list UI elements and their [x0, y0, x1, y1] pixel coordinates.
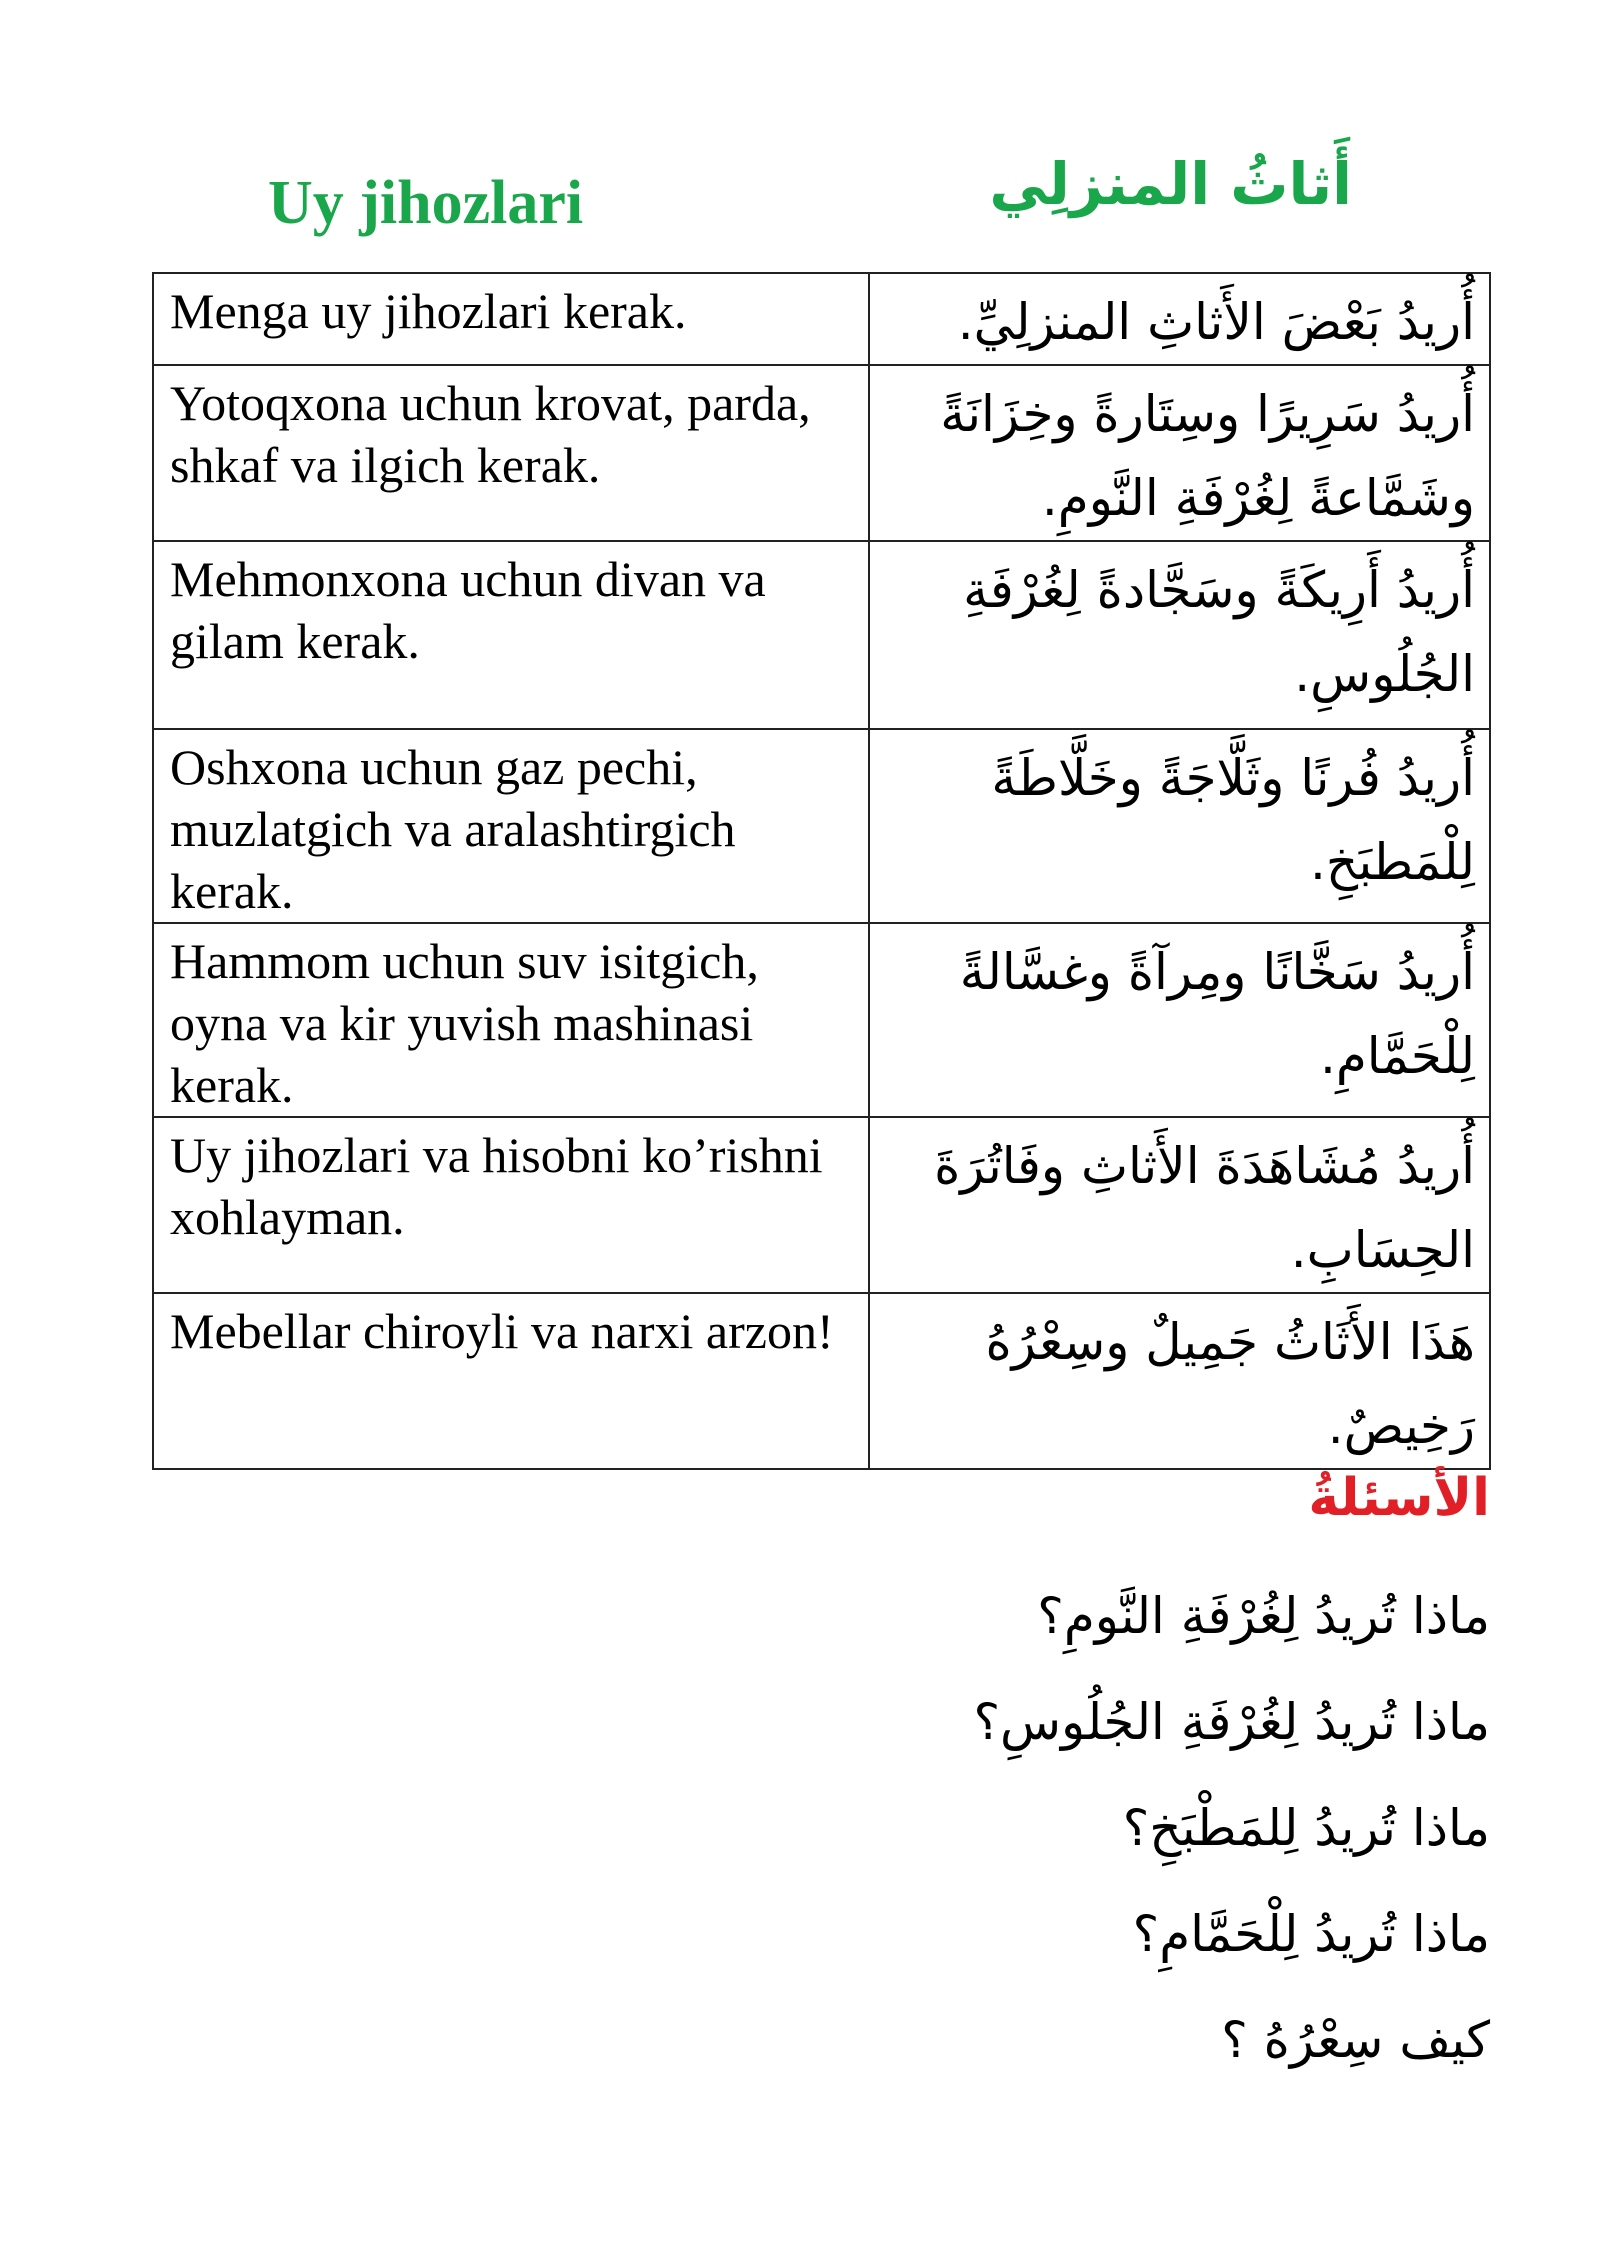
uzbek-phrase: Yotoqxona uchun krovat, parda, shkaf va ilgich kerak.	[153, 365, 869, 541]
table-row	[153, 365, 1490, 541]
question-item: ماذا تُريدُ لِغُرْفَةِ الجُلُوسِ؟	[973, 1693, 1490, 1751]
title-uzbek: Uy jihozlari	[268, 169, 584, 237]
table-row	[153, 923, 1490, 1117]
uzbek-phrase: Mebellar chiroyli va narxi arzon!	[153, 1293, 869, 1469]
arabic-phrase: أُريدُ أَرِيكَةً وسَجَّادةً لِغُرْفَةِ الجُلُوسِ.	[869, 541, 1490, 729]
title-arabic: أَثاثُ المنزلِي	[989, 150, 1352, 218]
uzbek-phrase: Oshxona uchun gaz pechi, muzlatgich va aralashtirgich kerak.	[153, 729, 869, 923]
uzbek-phrase: Mehmonxona uchun divan va gilam kerak.	[153, 541, 869, 729]
question-item: ماذا تُريدُ لِغُرْفَةِ النَّومِ؟	[1037, 1587, 1490, 1645]
questions-list	[973, 1568, 1490, 2098]
arabic-phrase: أُريدُ مُشَاهَدَةَ الأَثاثِ وفَاتُرَةَ الحِسَابِ.	[869, 1117, 1490, 1293]
table-row	[153, 1117, 1490, 1293]
questions-heading: الأسئلةُ	[1308, 1468, 1490, 1528]
table-row	[153, 1293, 1490, 1469]
arabic-phrase: أُريدُ بَعْضَ الأَثاثِ المنزلِيِّ.	[869, 273, 1490, 365]
arabic-phrase: أُريدُ سَرِيرًا وسِتَارةً وخِزَانَةً وشَمَّاعةً لِغُرْفَةِ النَّومِ.	[869, 365, 1490, 541]
arabic-phrase: هَذَا الأَثَاثُ جَمِيلٌ وسِعْرُهُ رَخِيصٌ.	[869, 1293, 1490, 1469]
phrase-table	[152, 272, 1491, 1470]
table-row	[153, 273, 1490, 365]
question-item: ماذا تُريدُ لِلْحَمَّامِ؟	[1132, 1905, 1490, 1963]
arabic-phrase: أُريدُ سَخَّانًا ومِرآةً وغسَّالةً لِلْحَمَّامِ.	[869, 923, 1490, 1117]
question-item: كيف سِعْرُهُ ؟	[1221, 2011, 1490, 2069]
uzbek-phrase: Uy jihozlari va hisobni ko’rishni xohlayman.	[153, 1117, 869, 1293]
table-row	[153, 729, 1490, 923]
uzbek-phrase: Menga uy jihozlari kerak.	[153, 273, 869, 365]
table-row	[153, 541, 1490, 729]
arabic-phrase: أُريدُ فُرنًا وثَلَّاجَةً وخَلَّاطَةً لِلْمَطبَخِ.	[869, 729, 1490, 923]
uzbek-phrase: Hammom uchun suv isitgich, oyna va kir yuvish mashinasi kerak.	[153, 923, 869, 1117]
question-item: ماذا تُريدُ لِلمَطْبَخِ؟	[1122, 1799, 1490, 1857]
